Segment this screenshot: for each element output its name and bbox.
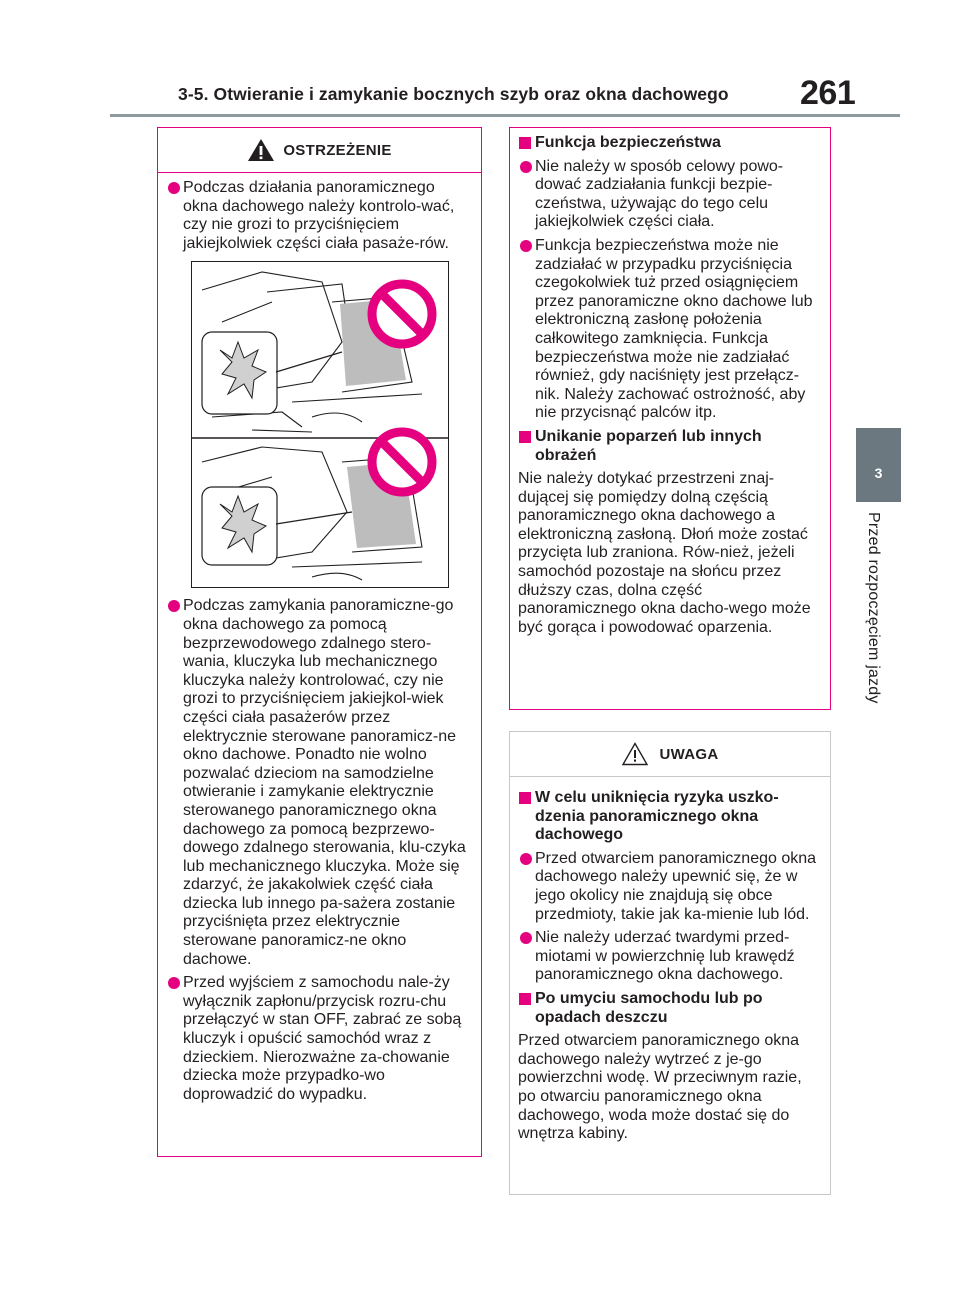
notice-heading-2: Po umyciu samochodu lub po opadach deszczu — [518, 990, 822, 1027]
warning-box — [157, 127, 482, 1157]
notice-bullet-2: Nie należy uderzać twardymi przed-miotami w powierzchnię lub krawędź panoramicznego okna dachowego. — [518, 929, 822, 985]
safety-heading-1: Funkcja bezpieczeństwa — [518, 134, 822, 153]
warning-para-1: Podczas działania panoramicznego okna dachowego należy kontrolo-wać, czy nie grozi to przyciśnięciem jakiejkolwiek części ciała pasaże-rów. — [166, 179, 473, 253]
safety-bullet-1: Nie należy w sposób celowy powo-dować zadziałania funkcji bezpie-czeństwa, używając do tego celu jakiejkolwiek części ciała. — [518, 158, 822, 232]
notice-title: UWAGA — [659, 745, 719, 763]
safety-bullet-2: Funkcja bezpieczeństwa może nie zadziałać w przypadku przyciśnięcia czegokolwiek tuż przed osiągnięciem przez panoramiczne okno dachowe lub elektroniczną zasłonę położenia całkowitego zamknięcia. Funkcja bezpieczeństwa może nie zadziałać również, gdy naciśnięty jest przełącz-nik. Należy zachować ostrożność, aby nie przycisnąć palców itp. — [518, 237, 822, 423]
page-header-title: 3-5. Otwieranie i zamykanie bocznych szyb oraz okna dachowego — [178, 84, 729, 104]
warning-header — [158, 128, 481, 173]
prohibition-icon — [372, 432, 432, 492]
notice-box — [509, 731, 831, 1195]
safety-heading-2: Unikanie poparzeń lub innych obrażeń — [518, 428, 822, 465]
page-number: 261 — [800, 74, 856, 112]
notice-header — [510, 732, 830, 777]
notice-content — [510, 777, 830, 1144]
warning-para-2: Podczas zamykania panoramiczne-go okna dachowego za pomocą bezprzewodowego zdalnego stero-wania, kluczyka lub mechanicznego kluczyka należy kontrolować, czy nie grozi to przyciśnięciem jakiejkol-wiek części ciała pasażerów przez elektrycznie sterowane panoramicz-ne okno dachowe. Ponadto nie wolno pozwalać dzieciom na samodzielne otwieranie i zamykanie elektrycznie sterowanego panoramicznego okna dachowego za pomocą bezprzewo-dowego zdalnego sterowania, klu-czyka lub mechanicznego kluczyka. Może się zdarzyć, że jakakolwiek część ciała dziecka lub innego pa-sażera zostanie przyciśnięta przez elektrycznie sterowane panoramicz-ne okno dachowe. — [166, 597, 473, 969]
chapter-number: 3 — [874, 465, 883, 481]
warning-triangle-icon — [247, 138, 275, 162]
notice-bullet-1: Przed otwarciem panoramicznego okna dachowego należy upewnić się, że w jego okolicy nie znajdują się obce przedmioty, takie jak ka-mienie lub lód. — [518, 850, 822, 924]
prohibition-icon — [372, 284, 432, 344]
warning-title: OSTRZEŻENIE — [283, 141, 392, 159]
warning-content — [158, 173, 481, 1104]
header-divider — [110, 114, 900, 117]
caution-triangle-icon — [622, 742, 648, 766]
notice-paragraph: Przed otwarciem panoramicznego okna dachowego należy wytrzeć z je-go powierzchni wodę. W przeciwnym razie, po otwarciu panoramicznego okna dachowego, woda może dostać się do wnętrza kabiny. — [518, 1032, 802, 1143]
sunroof-pinch-illustration — [191, 261, 449, 588]
chapter-tab — [856, 428, 901, 502]
safety-paragraph: Nie należy dotykać przestrzeni znaj-dującej się pomiędzy dolną częścią panoramicznego okna dachowego a elektroniczną zasłoną. Dłoń może zostać przycięta lub zraniona. Rów-nież, jeżeli samochód pozostaje na słońcu przez dłuższy czas, dolna część panoramicznego okna dacho-wego może być gorąca i powodować oparzenia. — [518, 470, 811, 636]
chapter-label: Przed rozpoczęciem jazdy — [865, 512, 882, 704]
notice-heading-1: W celu uniknięcia ryzyka uszko-dzenia panoramicznego okna dachowego — [518, 789, 822, 845]
safety-function-box — [509, 127, 831, 710]
safety-content — [510, 128, 830, 637]
warning-para-3: Przed wyjściem z samochodu nale-ży wyłącznik zapłonu/przycisk rozru-chu przełączyć w stan OFF, zabrać ze sobą kluczyk i opuścić samochód wraz z dzieckiem. Nierozważne za-chowanie dziecka może przypadko-wo doprowadzić do wypadku. — [166, 974, 473, 1104]
